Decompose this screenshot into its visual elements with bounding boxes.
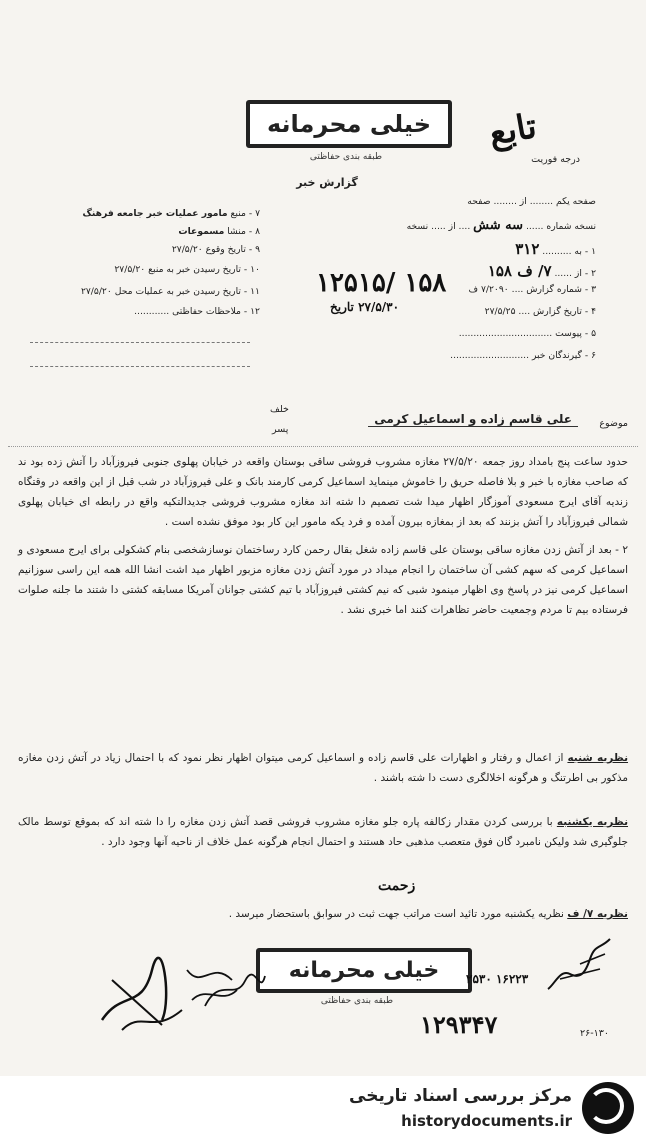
document-code: ۲۶-۱۳۰ [580,1028,609,1039]
archive-brand-url[interactable]: historydocuments.ir [401,1112,572,1130]
subject-label: موضوع [599,418,628,429]
opinion-block [18,904,628,928]
handwritten-signature: زحمت [378,878,416,894]
classification-stamp-top: خیلی محرمانه [246,100,452,148]
field-source: ۷ - منبع مامور عملیات خبر جامعه فرهنگ [82,208,260,219]
opinion-label: نظریه شنبه [567,752,629,764]
report-title: گزارش خبر [296,176,358,189]
opinion-text: با بررسی کردن مقدار زکالفه پاره جلو مغازه مشروب فروشی قصد آتش زدن مغازه را دا شته اند که بموقع توسط مالک جلوگیری شد ولیکن نامبرد گان فوق متعصب مذهبی حاد هستند و احتمال انجام هرگونه عمل خلاف از ناحیه آنها وجود دارد . [18,816,628,848]
body-paragraph: ۲ - بعد از آتش زدن مغازه ساقی بوستان علی قاسم زاده شغل بقال رحمن کارد رساختمان نوسازشخصی بنام کشکولی برای ایرج مسعودی و اسماعیل کرمی که سهم کشی آن ساختمان را انجام میداد در مورد آتش زدن مغازه مزبور اظهار مید اشت انشا الله همه این راسی سوزانیم اسماعیل کرمی نیز در پاسخ وی اظهار مینمود شبی که نیم کشتی فیروزآباد با تیم کشتی جوانان آمریکا مسابقه کشتی دا شتند ما جلنه صلوات فرستاده بیم تا مردم وجمعیت حاضر تظاهرات کنند اما خبری نشد . [18,544,628,616]
field-received-by-operations: ۱۱ - تاریخ رسیدن خبر به عملیات محل ۲۷/۵/۲۰ [80,286,260,297]
divider [8,446,638,447]
field-page: صفحه یکم ........ از ........ صفحه [467,196,596,207]
report-body [18,452,628,624]
urgency-label: درجه فوریت [531,154,580,165]
archive-logo-inner-icon [588,1088,624,1124]
opinion-block [18,812,628,856]
archive-number: ۱۲۹۳۴۷ [420,1010,498,1039]
field-report-number: ۳ - شماره گزارش .... ۷/۲۰۹۰ ف [468,284,596,295]
field-to: ۱ - به .......... ۳۱۲ [515,240,596,258]
left-blank-line [30,366,250,367]
opinion-text: از اعمال و رفتار و اظهارات علی قاسم زاده و اسماعیل کرمی میتوان اظهار نظر نمود که با احتمال زیاد در آتش زدن مغازه مذکور بی اطرتنگ و هرگونه اخلالگری دست دا شته باشند . [18,752,628,784]
left-blank-line [30,342,250,343]
field-occurrence-date: ۹ - تاریخ وقوع ۲۷/۵/۲۰ [171,244,260,255]
reference-number: ۱۲۵۱۵/ ۱۵۸ [316,268,447,298]
opinion-text: نظریه یکشنبه مورد تائید است مراتب جهت ثبت در سوابق باستحضار میرسد . [228,908,564,920]
handwritten-top-note: تابع [485,106,540,154]
classification-stamp-top-sub: طبقه بندی حفاظتی [309,152,383,162]
classification-stamp-bottom: خیلی محرمانه [256,948,472,993]
opinion-label: نظریه ۷/ ف [567,908,628,920]
field-received-by-source: ۱۰ - تاریخ رسیدن خبر به منبع ۲۷/۵/۲۰ [114,264,260,275]
field-origin: ۸ - منشا مسموعات [178,226,260,237]
subject-side-note: پسر [272,424,289,435]
field-copy-number: نسخه شماره ...... سه شش .... از ..... نسخه [406,218,596,233]
field-security-notes: ۱۲ - ملاحظات حفاظتی ............ [134,306,260,317]
opinion-block [18,748,628,792]
receipt-number: ۲۵۳۰ ۱۶۲۲۳ [466,972,529,986]
body-paragraph: حدود ساعت پنج بامداد روز جمعه ۲۷/۵/۲۰ مغازه مشروب فروشی ساقی بوستان واقعه در خیابان پهلوی جنوبی فیروزآباد را آتش زده بود ند که صاحب مغازه با خبر و بلا فاصله حریق را خاموش مینماید اسماعیل کرمی کارمند بانک و علی فیروزآباد در شب قبل از این واقعه در وقتگاه زندیه آقای ایرج مسعودی آموزگار اظهار میدا شت تصمیم دا شته اند مغازه مشروب فروشی جدیدالتکیه واقع در رابطه ای خیابان پهلوی شمالی فیروزآباد را آتش بزنند که بعد از بمغازه بیرون آمده و فرد یکه مامور این کار بود موفق نشده است . [18,456,628,528]
subject-side-note: خلف [270,404,289,415]
opinion-label: نظریه یکشنبه [556,816,629,828]
classification-stamp-bottom-sub: طبقه بندی حفاظتی [320,996,394,1006]
field-from: ۲ - از ...... ۷/ ف ۱۵۸ [487,262,596,280]
signature-middle-scribble [200,966,270,1016]
archive-brand-name: مرکز بررسی اسناد تاریخی [349,1086,572,1106]
field-attachment: ۵ - پیوست ................................ [458,328,596,339]
subject-value: علی قاسم زاده و اسماعیل کرمی [368,412,578,427]
reference-date: ۲۷/۵/۳۰ تاریخ [330,300,400,314]
field-recipients: ۶ - گیرندگان خبر ........................... [450,350,596,361]
signature-right-scribble [540,934,620,994]
field-report-date: ۴ - تاریخ گزارش .... ۲۷/۵/۲۵ [484,306,596,317]
